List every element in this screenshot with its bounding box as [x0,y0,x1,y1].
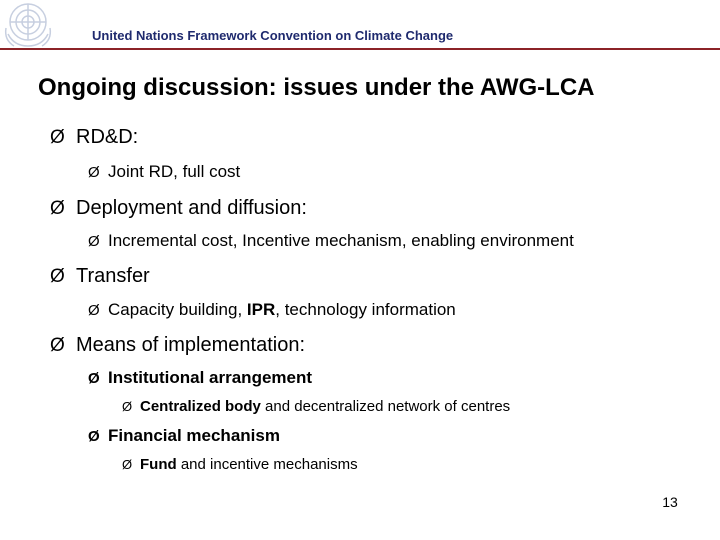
sub-bullet-item [88,300,456,320]
bullet-item [50,265,150,288]
bullet-text-post: and incentive mechanisms [176,456,358,473]
bullet-item [50,197,307,220]
arrow-bullet-icon: Ø [50,198,65,219]
arrow-bullet-icon: Ø [88,233,100,250]
page-number: 13 [662,494,678,510]
bullet-text: RD&D: [76,126,139,148]
arrow-bullet-icon: Ø [88,302,100,319]
bullet-text-bold: Centralized body [140,398,261,415]
arrow-bullet-icon: Ø [88,370,100,387]
bullet-text [108,300,456,320]
bullet-text-post: and decentralized network of centres [260,398,511,415]
slide-title: Ongoing discussion: issues under the AWG-LCA [38,74,595,101]
bullet-text-post: , technology information [275,300,456,319]
header-divider [0,48,720,50]
bullet-text: Means of implementation: [76,334,306,356]
arrow-bullet-icon: Ø [88,164,100,181]
bullet-text: Deployment and diffusion: [76,197,307,219]
arrow-bullet-icon: Ø [88,428,100,445]
bullet-text-pre: Capacity building, [108,300,247,319]
sub-sub-bullet-item [122,398,510,415]
bullet-text [140,398,510,415]
bullet-item [50,126,138,149]
bullet-text: Transfer [76,265,150,287]
bullet-item [50,334,305,357]
bullet-text [140,456,358,473]
bullet-text: Financial mechanism [108,426,280,445]
header-org-name: United Nations Framework Convention on Climate Change [92,28,454,43]
arrow-bullet-icon: Ø [122,457,133,472]
bullet-text: Incremental cost, Incentive mechanism, enabling environment [108,231,574,250]
bullet-text: Joint RD, full cost [108,162,241,181]
arrow-bullet-icon: Ø [50,335,65,356]
sub-bullet-item [88,162,240,182]
arrow-bullet-icon: Ø [122,399,133,414]
sub-sub-bullet-item [122,456,358,473]
sub-bullet-item [88,231,574,251]
bullet-text-bold: Fund [140,456,177,473]
bullet-text: Institutional arrangement [108,368,313,387]
sub-bullet-item [88,426,280,446]
bullet-text-bold: IPR [246,300,276,319]
arrow-bullet-icon: Ø [50,266,65,287]
arrow-bullet-icon: Ø [50,127,65,148]
sub-bullet-item [88,368,312,388]
un-emblem-icon [0,0,70,50]
